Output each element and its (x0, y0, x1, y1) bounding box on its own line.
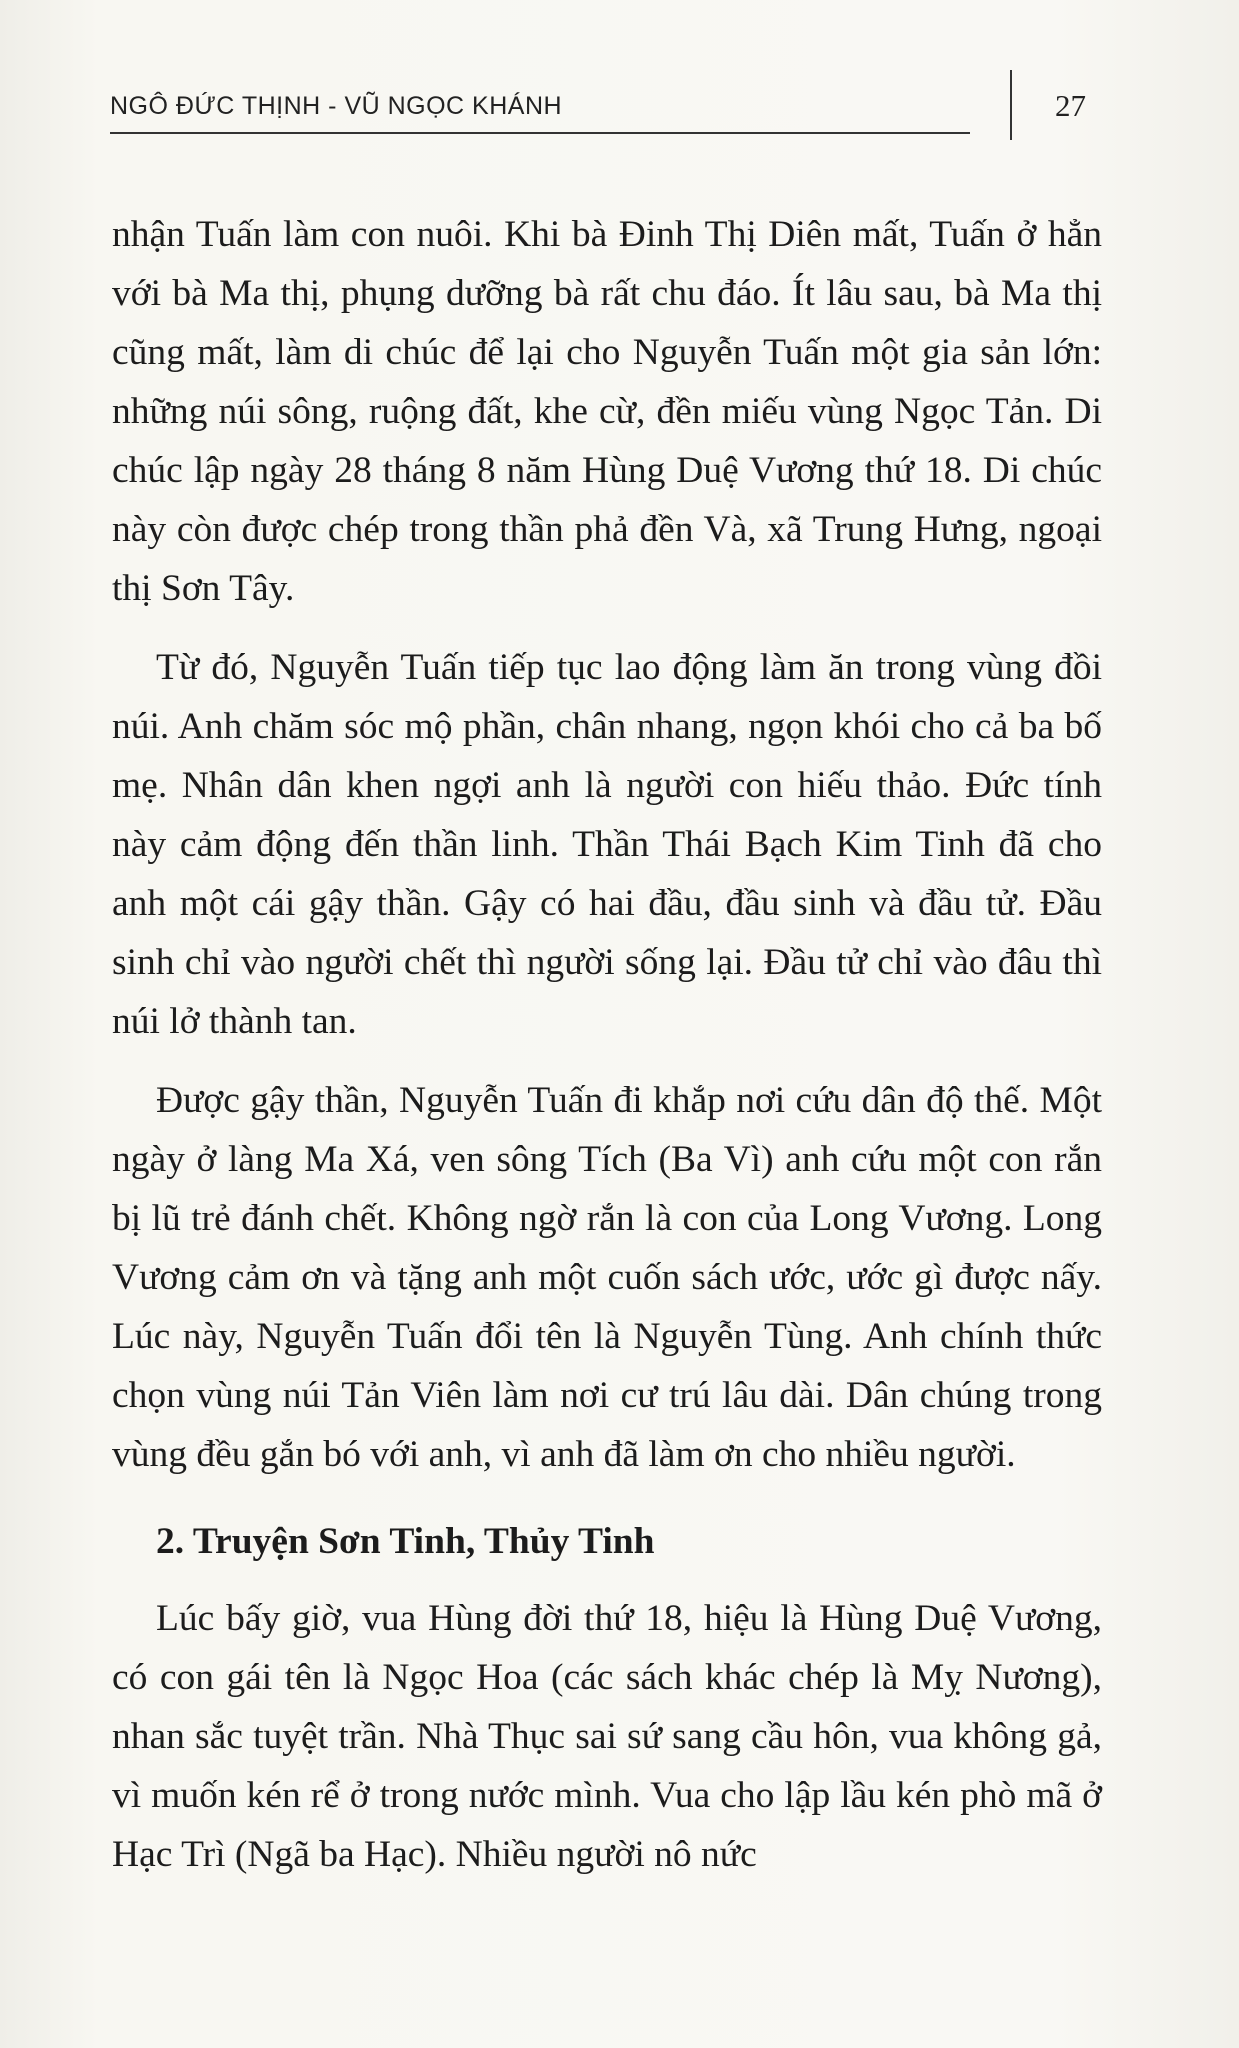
header-rule (110, 132, 970, 134)
body-text (112, 205, 1102, 1884)
paragraph: Từ đó, Nguyễn Tuấn tiếp tục lao động làm ăn trong vùng đồi núi. Anh chăm sóc mộ phần, chân nhang, ngọn khói cho cả ba bố mẹ. Nhân dân khen ngợi anh là người con hiếu thảo. Đức tính này cảm động đến thần linh. Thần Thái Bạch Kim Tinh đã cho anh một cái gậy thần. Gậy có hai đầu, đầu sinh và đầu tử. Đầu sinh chỉ vào người chết thì người sống lại. Đầu tử chỉ vào đâu thì núi lở thành tan. (112, 647, 1102, 1042)
header-divider (1010, 70, 1012, 140)
page-number: 27 (1055, 88, 1086, 123)
paragraph: nhận Tuấn làm con nuôi. Khi bà Đinh Thị Diên mất, Tuấn ở hẳn với bà Ma thị, phụng dưỡng bà rất chu đáo. Ít lâu sau, bà Ma thị cũng mất, làm di chúc để lại cho Nguyễn Tuấn một gia sản lớn: những núi sông, ruộng đất, khe cừ, đền miếu vùng Ngọc Tản. Di chúc lập ngày 28 tháng 8 năm Hùng Duệ Vương thứ 18. Di chúc này còn được chép trong thần phả đền Và, xã Trung Hưng, ngoại thị Sơn Tây. (112, 214, 1102, 609)
section-heading: 2. Truyện Sơn Tinh, Thủy Tinh (156, 1521, 655, 1562)
paragraph: Lúc bấy giờ, vua Hùng đời thứ 18, hiệu là Hùng Duệ Vương, có con gái tên là Ngọc Hoa (các sách khác chép là Mỵ Nương), nhan sắc tuyệt trần. Nhà Thục sai sứ sang cầu hôn, vua không gả, vì muốn kén rể ở trong nước mình. Vua cho lập lầu kén phò mã ở Hạc Trì (Ngã ba Hạc). Nhiều người nô nức (112, 1598, 1102, 1875)
header-authors: NGÔ ĐỨC THỊNH - VŨ NGỌC KHÁNH (110, 92, 563, 120)
running-header (110, 92, 970, 132)
paragraph: Được gậy thần, Nguyễn Tuấn đi khắp nơi cứu dân độ thế. Một ngày ở làng Ma Xá, ven sông Tích (Ba Vì) anh cứu một con rắn bị lũ trẻ đánh chết. Không ngờ rắn là con của Long Vương. Long Vương cảm ơn và tặng anh một cuốn sách ước, ước gì được nấy. Lúc này, Nguyễn Tuấn đổi tên là Nguyễn Tùng. Anh chính thức chọn vùng núi Tản Viên làm nơi cư trú lâu dài. Dân chúng trong vùng đều gắn bó với anh, vì anh đã làm ơn cho nhiều người. (112, 1080, 1102, 1475)
